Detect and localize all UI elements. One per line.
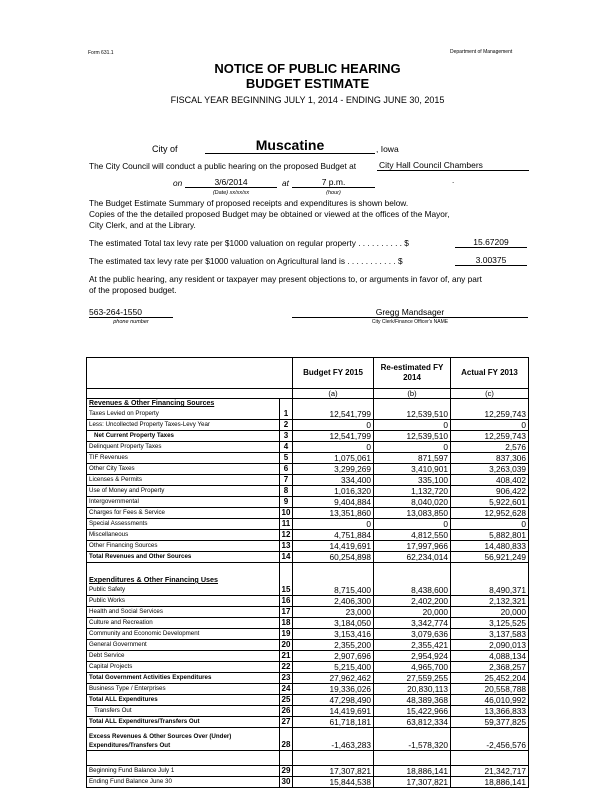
table-row: Delinquent Property Taxes 4 0 0 2,576	[87, 442, 529, 453]
hearing-date: 3/6/2014	[185, 177, 277, 188]
table-row: Miscellaneous 12 4,751,884 4,812,550 5,882,801	[87, 530, 529, 541]
phone-number: 563-264-1550	[89, 307, 173, 318]
state-label: , Iowa	[376, 144, 399, 154]
table-row: Licenses & Permits 7 334,400 335,100 408,402	[87, 475, 529, 486]
table-row-total: Total ALL Expenditures 25 47,298,490 48,389,368 46,010,992	[87, 695, 529, 706]
table-row-blank	[87, 751, 529, 766]
col-header-actual: Actual FY 2013	[451, 358, 529, 389]
levy-regular-value: 15.67209	[455, 237, 527, 248]
header-blank	[87, 358, 293, 389]
table-row: Community and Economic Development 19 3,153,416 3,079,636 3,137,583	[87, 629, 529, 640]
paragraph-hearing-cont: of the proposed budget.	[89, 285, 177, 295]
paragraph-summary: The Budget Estimate Summary of proposed receipts and expenditures is shown below.	[89, 198, 409, 208]
period: .	[452, 176, 455, 185]
officer-name: Gregg Mandsager	[292, 307, 528, 318]
table-row-total: Total Revenues and Other Sources 14 60,254,898 62,234,014 56,921,249	[87, 552, 529, 563]
table-header-row	[87, 358, 529, 389]
table-row: Less: Uncollected Property Taxes-Levy Year 2 0 0 0	[87, 420, 529, 431]
hearing-location: City Hall Council Chambers	[377, 160, 529, 171]
col-sub-b: (b)	[374, 389, 451, 399]
on-label: on	[173, 178, 183, 188]
table-row-total: Total ALL Expenditures/Transfers Out 27 61,718,181 63,812,334 59,377,825	[87, 717, 529, 728]
levy-ag-value: 3.00375	[455, 255, 527, 266]
city-name: Muscatine	[205, 137, 375, 154]
phone-caption: phone number	[113, 319, 149, 325]
table-row: Other City Taxes 6 3,299,269 3,410,901 3,263,039	[87, 464, 529, 475]
table-row-excess: Excess Revenues & Other Sources Over (Under) Expenditures/Transfers Out 28 -1,463,283 -1,578,320 -2,456,576	[87, 728, 529, 751]
department-name: Department of Management	[450, 49, 513, 55]
table-row: Transfers Out 26 14,419,691 15,422,966 13,366,833	[87, 706, 529, 717]
table-row: Charges for Fees & Service 10 13,351,860 13,083,850 12,952,628	[87, 508, 529, 519]
table-row: Beginning Fund Balance July 1 29 17,307,821 18,886,141 21,342,717	[87, 766, 529, 777]
table-row: Other Financing Sources 13 14,419,691 17,997,966 14,480,833	[87, 541, 529, 552]
fiscal-year: FISCAL YEAR BEGINNING JULY 1, 2014 - ENDING JUNE 30, 2015	[170, 95, 445, 105]
table-row: Capital Projects 22 5,215,400 4,965,700 2,368,257	[87, 662, 529, 673]
table-row: Culture and Recreation 18 3,184,050 3,342,774 3,125,525	[87, 618, 529, 629]
section-expenditures: Expenditures & Other Financing Uses	[87, 563, 280, 586]
paragraph-copies: Copies of the the detailed proposed Budget may be obtained or viewed at the offices of the Mayor,	[89, 209, 450, 219]
table-row: Special Assessments 11 0 0 0	[87, 519, 529, 530]
budget-title: BUDGET ESTIMATE	[245, 76, 370, 91]
table-row: Health and Social Services 17 23,000 20,000 20,000	[87, 607, 529, 618]
hearing-hour: 7 p.m.	[292, 177, 375, 188]
section-revenues: Revenues & Other Financing Sources	[87, 399, 280, 410]
paragraph-copies-cont: City Clerk, and at the Library.	[89, 220, 196, 230]
table-row: TIF Revenues 5 1,075,061 871,597 837,306	[87, 453, 529, 464]
officer-caption: City Clerk/Finance Officer's NAME	[371, 319, 449, 325]
col-sub-c: (c)	[451, 389, 529, 399]
hour-caption: (hour)	[326, 190, 341, 196]
paragraph-hearing: At the public hearing, any resident or taxpayer may present objections to, or arguments in favor of, any part	[89, 274, 482, 284]
table-row: Public Safety 15 8,715,400 8,438,600 8,490,371	[87, 585, 529, 596]
form-number: Form 631.1	[88, 50, 114, 56]
table-row: Net Current Property Taxes 3 12,541,799 12,539,510 12,259,743	[87, 431, 529, 442]
table-row-total: Total Government Activities Expenditures 23 27,962,462 27,559,255 25,452,204	[87, 673, 529, 684]
subheader-blank	[87, 389, 293, 399]
at-label: at	[282, 178, 289, 188]
table-row: Use of Money and Property 8 1,016,320 1,132,720 906,422	[87, 486, 529, 497]
levy-regular-label: The estimated Total tax levy rate per $1000 valuation on regular property . . . . . . . . . . $	[89, 238, 409, 248]
table-row: Intergovernmental 9 9,404,884 8,040,020 5,922,601	[87, 497, 529, 508]
table-row: Debt Service 21 2,907,696 2,954,924 4,088,134	[87, 651, 529, 662]
col-header-reestimated: Re-estimated FY 2014	[374, 358, 451, 389]
date-caption: (Date) xx/xx/xx	[212, 190, 250, 196]
table-subheader-row	[87, 389, 529, 399]
table-row: Business Type / Enterprises 24 19,336,026 20,830,113 20,558,788	[87, 684, 529, 695]
notice-title: NOTICE OF PUBLIC HEARING	[214, 61, 401, 76]
city-label: City of	[152, 144, 178, 154]
table-row: General Government 20 2,355,200 2,355,421 2,090,013	[87, 640, 529, 651]
table-row: Taxes Levied on Property 1 12,541,799 12,539,510 12,259,743	[87, 409, 529, 420]
council-text: The City Council will conduct a public hearing on the proposed Budget at	[89, 161, 357, 171]
levy-ag-label: The estimated tax levy rate per $1000 valuation on Agricultural land is . . . . . . . . . . . $	[89, 256, 403, 266]
col-sub-a: (a)	[293, 389, 374, 399]
table-row: Public Works 16 2,406,300 2,402,200 2,132,321	[87, 596, 529, 607]
budget-table	[86, 357, 529, 788]
col-header-budget: Budget FY 2015	[293, 358, 374, 389]
section-revenues-row	[87, 399, 529, 410]
table-row: Ending Fund Balance June 30 30 15,844,538 17,307,821 18,886,141	[87, 777, 529, 788]
section-expenditures-row	[87, 563, 529, 586]
